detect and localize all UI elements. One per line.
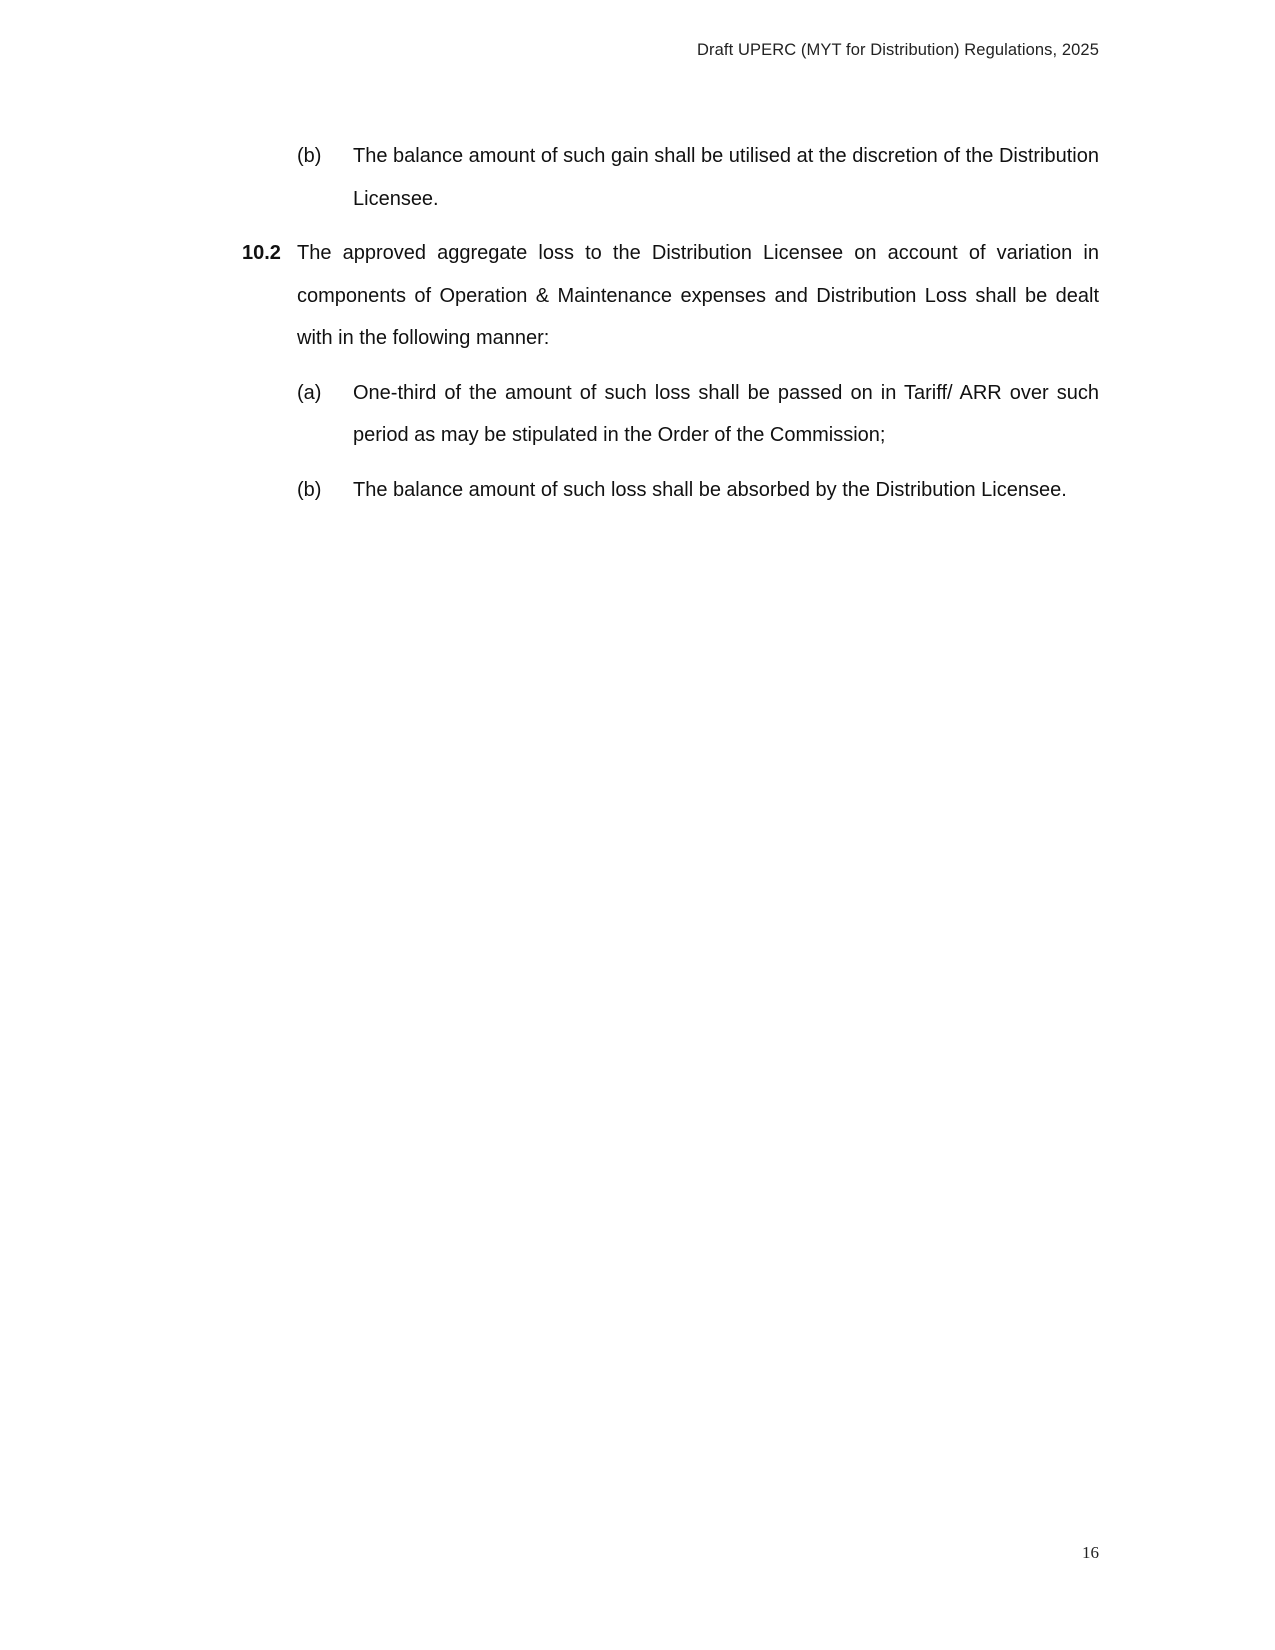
page-number: 16 [1082, 1543, 1099, 1562]
document-body [242, 135, 1099, 511]
sub-item-b-gain [297, 135, 1099, 220]
sub-item-label: (b) [297, 145, 322, 167]
sub-item-label: (b) [297, 478, 322, 501]
clause-text: The approved aggregate loss to the Distribution Licensee on account of variation in components of Operation & Maintenance expenses and Distribution Loss shall be dealt with in the following manner: [297, 242, 1099, 349]
sub-item-a-loss [297, 372, 1099, 457]
sub-item-text: The balance amount of such loss shall be absorbed by the Distribution Licensee. [353, 478, 1067, 501]
sub-item-text: The balance amount of such gain shall be utilised at the discretion of the Distribution Licensee. [353, 145, 1099, 210]
sub-item-b-loss [297, 469, 1099, 512]
sub-item-label: (a) [297, 381, 322, 404]
running-header: Draft UPERC (MYT for Distribution) Regulations, 2025 [697, 41, 1099, 59]
clause-number: 10.2 [242, 242, 281, 264]
sub-item-text: One-third of the amount of such loss shall be passed on in Tariff/ ARR over such period as may be stipulated in the Order of the Commission; [353, 381, 1099, 446]
clause-10-2 [242, 232, 1099, 360]
